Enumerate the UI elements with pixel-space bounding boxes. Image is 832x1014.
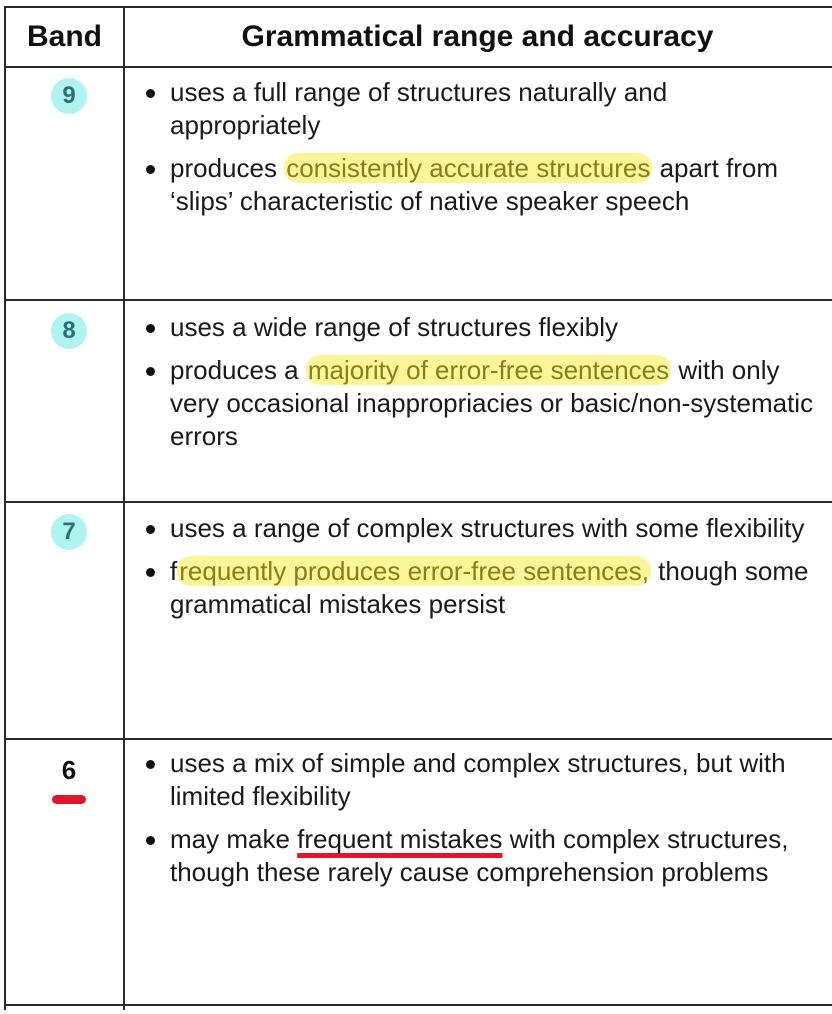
descriptor-text: uses a wide range of structures flexibly <box>170 312 618 342</box>
descriptor-text: produces a <box>170 355 306 385</box>
underlined-phrase: frequent mistakes <box>297 824 503 854</box>
band-7-descriptors <box>140 512 820 631</box>
row-divider-3 <box>4 738 832 740</box>
descriptor-text: apart from ‘slips’ characteristic of native speaker speech <box>170 153 779 216</box>
row-divider-4 <box>4 1004 832 1006</box>
highlighted-phrase: requently produces error-free sentences, <box>179 556 649 586</box>
highlighted-phrase: majority of error-free sentences <box>307 355 670 385</box>
descriptor-text: uses a range of complex structures with some flexibility <box>170 513 805 543</box>
table-border-left <box>4 6 6 1010</box>
row-divider-1 <box>4 299 832 301</box>
descriptor-text: f <box>170 556 178 586</box>
header-band: Band <box>27 20 102 53</box>
red-marker-dash <box>52 795 86 804</box>
list-item <box>140 152 820 218</box>
row-divider-2 <box>4 501 832 503</box>
descriptor-text: with complex structures, though these rarely cause comprehension problems <box>170 824 789 887</box>
list-item <box>140 512 820 545</box>
band-8-descriptors <box>140 311 820 463</box>
list-item <box>140 555 820 621</box>
descriptor-text: uses a mix of simple and complex structures, but with limited flexibility <box>170 748 786 811</box>
band-8-badge: 8 <box>51 313 87 349</box>
header-divider <box>4 66 832 68</box>
band-6-label: 6 <box>61 754 77 785</box>
list-item <box>140 76 820 142</box>
band-9-descriptors <box>140 76 820 228</box>
descriptor-text: produces <box>170 153 285 183</box>
descriptor-text: though some grammatical mistakes persist <box>170 556 809 619</box>
column-divider <box>123 6 125 1010</box>
band-7-badge: 7 <box>51 514 87 550</box>
header-criteria: Grammatical range and accuracy <box>241 20 714 53</box>
highlighted-phrase: consistently accurate structures <box>286 153 651 183</box>
descriptor-text: uses a full range of structures naturally and appropriately <box>170 77 668 140</box>
list-item <box>140 747 820 813</box>
descriptor-text: with only very occasional inappropriacies or basic/non-systematic errors <box>170 355 814 451</box>
list-item <box>140 354 820 453</box>
band-9-badge: 9 <box>51 78 87 114</box>
list-item <box>140 823 820 889</box>
band-6-descriptors <box>140 747 820 899</box>
descriptor-text: may make <box>170 824 298 854</box>
list-item <box>140 311 820 344</box>
